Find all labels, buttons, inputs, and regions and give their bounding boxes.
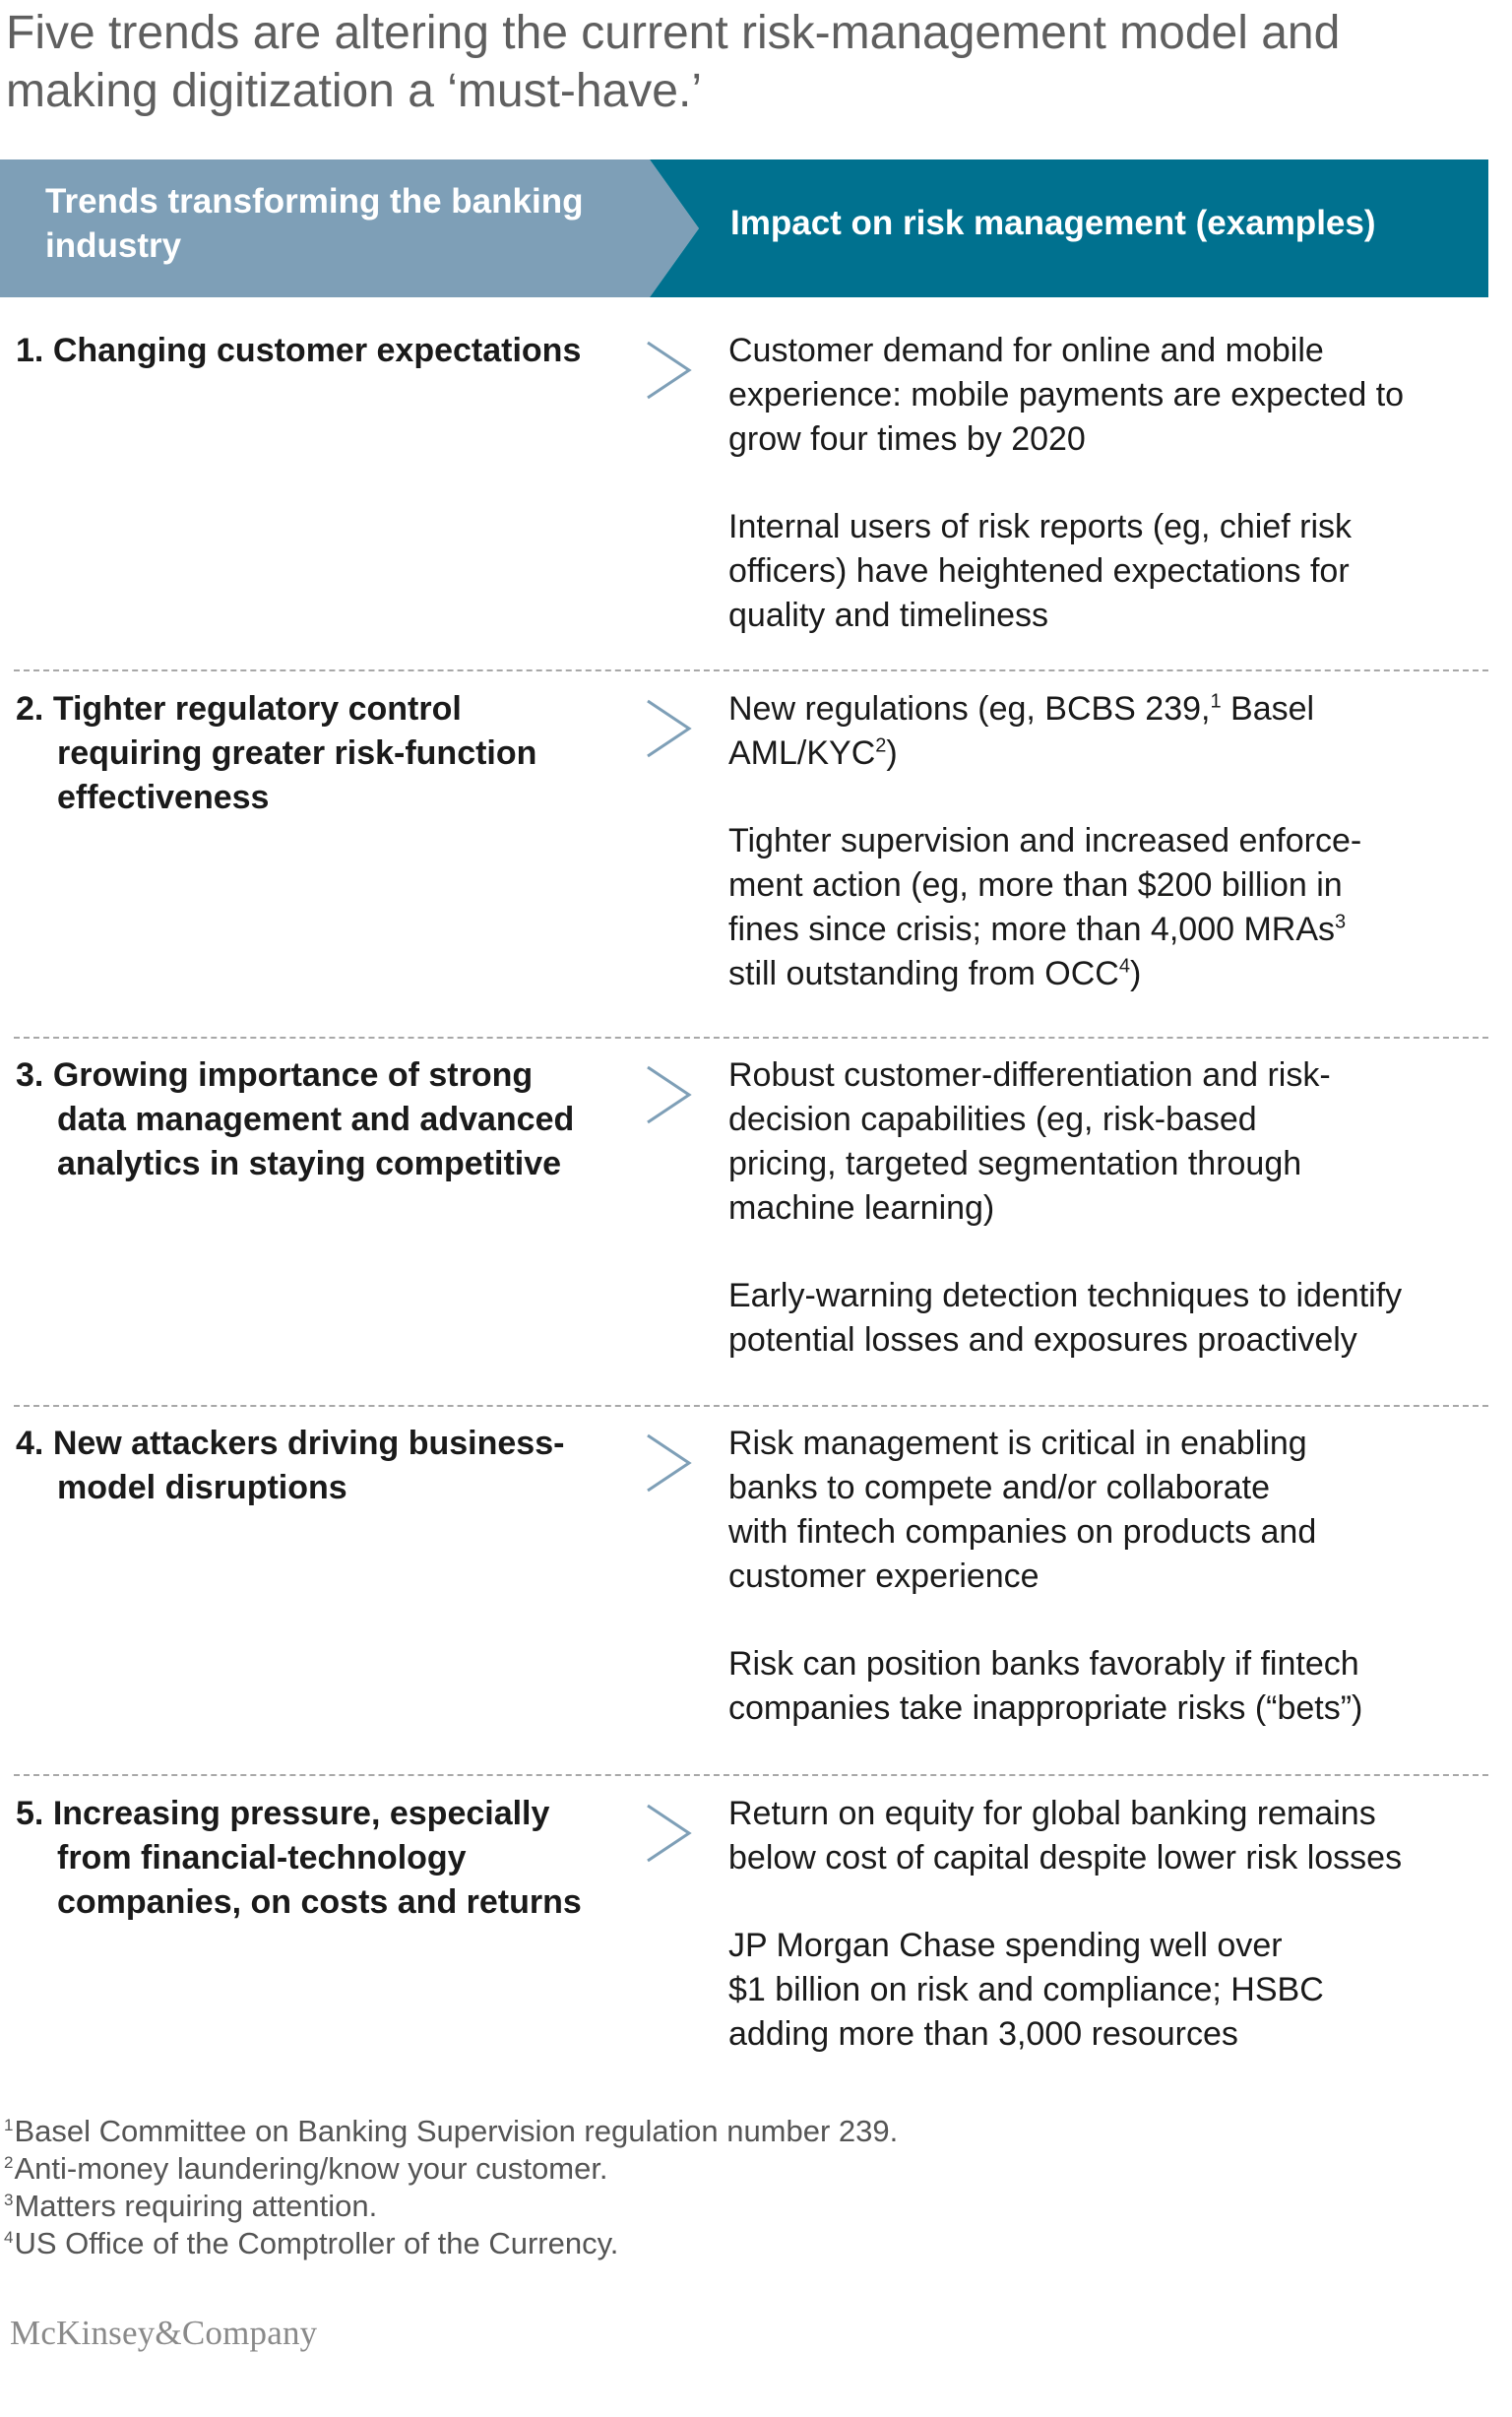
impact-list-4 — [728, 1422, 1496, 1731]
impact-item: Risk management is critical in enabling banks to compete and/or collaborate with fintech companies on products and customer experience — [728, 1425, 1317, 1595]
impact-list-1 — [728, 329, 1496, 638]
impact-list-5 — [728, 1792, 1496, 2057]
table-header — [0, 159, 1488, 297]
trend-number: 3. — [16, 1056, 44, 1094]
impact-item: JP Morgan Chase spending well over $1 billion on risk and compliance; HSBC adding more than 3,000 resources — [728, 1927, 1324, 2053]
impact-item: Risk can position banks favorably if fintech companies take inappropriate risks (“bets”) — [728, 1645, 1363, 1727]
trend-number: 5. — [16, 1795, 44, 1832]
impact-list-2 — [728, 687, 1496, 996]
row-divider — [14, 1774, 1488, 1776]
trend-2: 2. Tighter regulatory control requiring greater risk-function effectiveness — [16, 690, 537, 816]
footnote-ref: 4 — [1118, 955, 1130, 978]
row-divider — [14, 1037, 1488, 1039]
trend-number: 1. — [16, 332, 44, 369]
trend-number: 4. — [16, 1425, 44, 1462]
chevron-right-icon — [644, 1431, 693, 1495]
impact-item: Customer demand for online and mobile experience: mobile payments are expected to grow four times by 2020 — [728, 332, 1405, 458]
trend-text: Changing customer expectations — [52, 332, 582, 369]
impact-item: Return on equity for global banking remains below cost of capital despite lower risk losses — [728, 1795, 1403, 1876]
chevron-right-icon — [644, 1063, 693, 1126]
footnote-ref: 2 — [875, 734, 887, 757]
footnote: $^3$Matters requiring attention. — [4, 2189, 378, 2223]
trend-number: 2. — [16, 690, 44, 728]
brand-logo: McKinsey&Company — [10, 2314, 318, 2352]
trend-5: 5. Increasing pressure, especially from financial-technology companies, on costs and returns — [16, 1795, 582, 1921]
trend-1 — [16, 329, 626, 373]
chevron-right-icon — [644, 1802, 693, 1865]
footnote: $^1$Basel Committee on Banking Supervision regulation number 239. — [4, 2114, 899, 2148]
trend-3: 3. Growing importance of strong data management and advanced analytics in staying competitive — [16, 1056, 575, 1182]
impact-list-3 — [728, 1053, 1496, 1363]
footnote-ref: 3 — [1335, 911, 1347, 933]
impact-item: Internal users of risk reports (eg, chief risk officers) have heightened expectations for quality and timeliness — [728, 508, 1353, 634]
footnotes — [4, 2113, 1382, 2262]
chevron-right-icon — [644, 697, 693, 760]
header-trends-label: Trends transforming the banking industry — [45, 182, 584, 265]
impact-item: Robust customer-differentiation and risk- decision capabilities (eg, risk-based pricing, targeted segmentation through machine learning) — [728, 1056, 1331, 1227]
impact-item: Early-warning detection techniques to identify potential losses and exposures proactively — [728, 1277, 1403, 1359]
trend-4: 4. New attackers driving business- model disruptions — [16, 1425, 565, 1506]
exhibit-title: Five trends are altering the current risk-management model and making digitization a ‘must-have.’ — [6, 7, 1341, 117]
footnote: $^4$US Office of the Comptroller of the Currency. — [4, 2226, 619, 2260]
footnote-ref: 1 — [1210, 690, 1222, 713]
impact-item: Tighter supervision and increased enforce- ment action (eg, more than $200 billion in fines since crisis; more than 4,000 MRAs$^3$ still outstanding from OCC$^4$) — [728, 822, 1362, 992]
footnote: $^2$Anti-money laundering/know your customer. — [4, 2151, 608, 2186]
header-impact-label: Impact on risk management (examples) — [730, 204, 1376, 242]
row-divider — [14, 669, 1488, 671]
row-divider — [14, 1405, 1488, 1407]
impact-item: New regulations (eg, BCBS 239,$^1$ Basel AML/KYC$^2$) — [728, 690, 1315, 772]
chevron-right-icon — [644, 339, 693, 402]
